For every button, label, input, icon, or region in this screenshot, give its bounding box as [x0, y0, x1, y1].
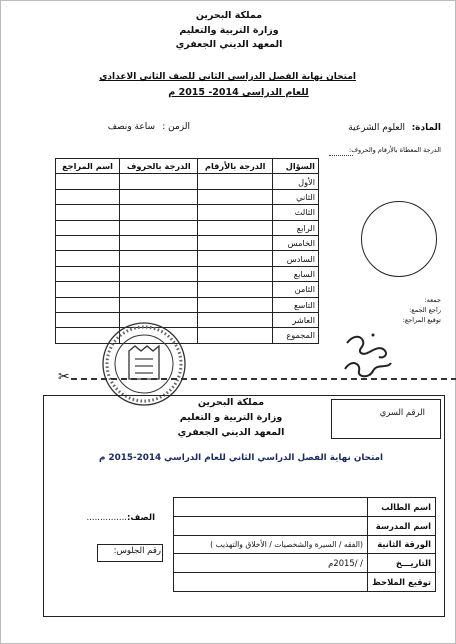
table-row: [174, 573, 436, 592]
reviewer-cell[interactable]: [56, 235, 120, 250]
grade-words-cell[interactable]: [120, 266, 198, 281]
grade-number-cell[interactable]: [198, 174, 273, 189]
grade-words-cell[interactable]: [120, 205, 198, 220]
question-label: الأول: [273, 174, 319, 189]
date-label: التاريـــخ: [368, 554, 436, 573]
question-label: الخامس: [273, 235, 319, 250]
table-row: [56, 297, 319, 312]
subject-label: المادة:: [411, 123, 441, 133]
reviewer-cell[interactable]: [56, 189, 120, 204]
date-field[interactable]: / /2015م: [174, 554, 368, 573]
lower-institute: المعهد الديني الجعفري: [177, 427, 285, 438]
lower-exam-title: امتحان نهاية الفصل الدراسي الثاني للعام الدراسي 2014-2015 م: [98, 453, 384, 463]
question-label: الرابع: [273, 220, 319, 235]
reviewer-cell[interactable]: [56, 251, 120, 266]
table-row: [56, 205, 319, 220]
grade-number-cell[interactable]: [198, 220, 273, 235]
grade-number-cell[interactable]: [198, 312, 273, 327]
question-label: العاشر: [273, 312, 319, 327]
cut-line: [71, 378, 456, 380]
grades-table: [55, 158, 319, 344]
table-row: [174, 516, 436, 535]
grades-header-question: السؤال: [273, 159, 319, 174]
school-name-label: اسم المدرسة: [368, 516, 436, 535]
lower-kingdom: مملكة البحرين: [197, 397, 265, 408]
exam-year: للعام الدراسي 2014- 2015 م: [168, 87, 309, 98]
reviewer-cell[interactable]: [56, 282, 120, 297]
handwritten-signature: [339, 329, 399, 383]
grade-number-cell[interactable]: [198, 328, 273, 343]
secret-number-box[interactable]: [331, 399, 441, 439]
grade-words-label: الدرجة المعطاة بالأرقام والحروف:: [349, 146, 441, 154]
table-row: [56, 235, 319, 250]
table-row: [174, 498, 436, 517]
grade-number-cell[interactable]: [198, 282, 273, 297]
header-ministry: وزارة التربية والتعليم: [179, 25, 279, 36]
question-label: الثالث: [273, 205, 319, 220]
grade-words-cell[interactable]: [120, 189, 198, 204]
grade-number-cell[interactable]: [198, 266, 273, 281]
grade-number-cell[interactable]: [198, 235, 273, 250]
time-label: الزمن :: [162, 122, 190, 132]
grade-words-cell[interactable]: [120, 282, 198, 297]
exam-title: امتحان نهاية الفصل الدراسي الثاني للصف الثاني الاعدادي: [99, 72, 356, 82]
table-row: [174, 535, 436, 554]
grade-words-dotted-line: [329, 155, 353, 156]
reviewer-cell[interactable]: [56, 266, 120, 281]
reviewer-cell[interactable]: [56, 174, 120, 189]
scissors-icon: ✂: [58, 369, 70, 385]
table-row: [56, 189, 319, 204]
grade-words-cell[interactable]: [120, 235, 198, 250]
reviewer-signature-label: توقيع المراجع:: [402, 316, 441, 324]
question-label: التاسع: [273, 297, 319, 312]
reviewer-cell[interactable]: [56, 205, 120, 220]
student-name-field[interactable]: [174, 498, 368, 517]
paper-label: الورقة الثانية: [368, 535, 436, 554]
secret-number-label: الرقم السري: [379, 407, 425, 417]
table-row: [56, 266, 319, 281]
grades-header-reviewer: اسم المراجع: [56, 159, 120, 174]
reviewer-label: راجع الجمع:: [409, 306, 441, 314]
question-label: السادس: [273, 251, 319, 266]
paper-value: (الفقه / السيرة والشخصيات / الأخلاق والتهذيب ): [174, 535, 368, 554]
header-kingdom: مملكة البحرين: [195, 10, 263, 21]
reviewer-cell[interactable]: [56, 220, 120, 235]
grade-words-cell[interactable]: [120, 174, 198, 189]
table-row: [56, 251, 319, 266]
student-name-label: اسم الطالب: [368, 498, 436, 517]
lower-ministry: وزارة التربية و التعليم: [179, 412, 283, 423]
grade-number-cell[interactable]: [198, 297, 273, 312]
grades-header-words: الدرجة بالحروف: [120, 159, 198, 174]
proctor-signature-field[interactable]: [174, 573, 368, 592]
grade-number-cell[interactable]: [198, 205, 273, 220]
student-info-table: [173, 497, 436, 592]
grade-words-cell[interactable]: [120, 251, 198, 266]
grades-header-number: الدرجة بالأرقام: [198, 159, 273, 174]
collector-label: جمعه:: [424, 296, 441, 304]
question-label: المجموع: [273, 328, 319, 343]
subject-value: العلوم الشرعية: [348, 123, 405, 133]
header-institute: المعهد الديني الجعفري: [175, 39, 283, 50]
grade-words-cell[interactable]: [120, 220, 198, 235]
grade-circle: [361, 201, 437, 277]
reviewer-cell[interactable]: [56, 297, 120, 312]
seat-number-label: رقم الجلوس:: [113, 546, 161, 556]
question-label: السابع: [273, 266, 319, 281]
table-row: [174, 554, 436, 573]
time-value: ساعة ونصف: [107, 122, 155, 132]
proctor-signature-label: توقيع الملاحظ: [368, 573, 436, 592]
table-row: [56, 282, 319, 297]
class-field[interactable]: ...............: [86, 513, 127, 523]
grade-words-cell[interactable]: [120, 297, 198, 312]
school-name-field[interactable]: [174, 516, 368, 535]
table-row: [56, 220, 319, 235]
grade-number-cell[interactable]: [198, 251, 273, 266]
seat-number-field[interactable]: [97, 544, 163, 562]
class-label: الصف:: [126, 513, 155, 523]
question-label: الثاني: [273, 189, 319, 204]
question-label: الثامن: [273, 282, 319, 297]
grade-number-cell[interactable]: [198, 189, 273, 204]
table-row: [56, 174, 319, 189]
